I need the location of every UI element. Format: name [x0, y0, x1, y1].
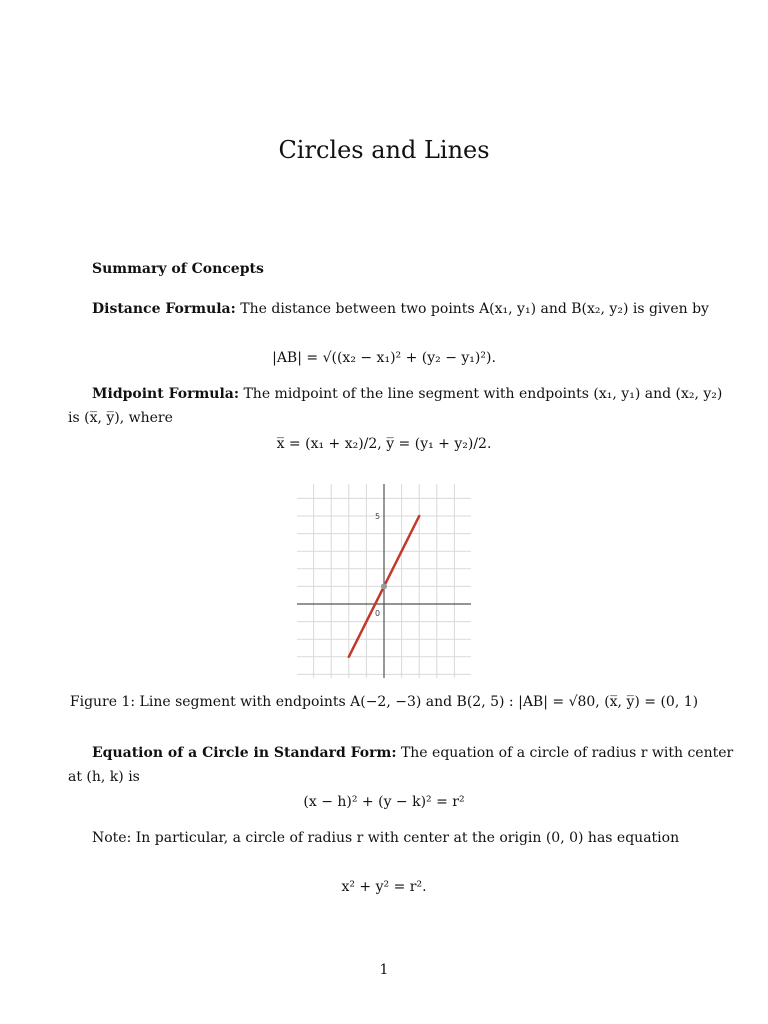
- summary-heading: Summary of Concepts: [92, 261, 264, 277]
- origin-tick-label-0: 0: [375, 609, 381, 618]
- circle-text-line2: at (h, k) is: [68, 769, 140, 785]
- circle-paragraph-line1: [92, 741, 733, 765]
- midpoint-text-line1: The midpoint of the line segment with endpoints (x₁, y₁) and (x₂, y₂): [243, 386, 723, 402]
- midpoint-label: Midpoint Formula:: [92, 386, 240, 402]
- distance-formula: |AB| = √((x₂ − x₁)² + (y₂ − y₁)²).: [272, 350, 496, 366]
- distance-text: The distance between two points A(x₁, y₁) and B(x₂, y₂) is given by: [240, 301, 709, 317]
- distance-label: Distance Formula:: [92, 301, 236, 317]
- midpoint-paragraph-line1: [92, 382, 722, 406]
- midpoint-marker: [381, 583, 387, 589]
- figure-caption: Figure 1: Line segment with endpoints A(−2, −3) and B(2, 5) : |AB| = √80, (x̅, y̅) = (0, 1): [69, 694, 699, 710]
- circle-label: Equation of a Circle in Standard Form:: [92, 745, 397, 761]
- distance-paragraph: [92, 297, 709, 321]
- page-number: 1: [379, 962, 389, 978]
- midpoint-text-line2: is (x̅, y̅), where: [68, 410, 173, 426]
- circle-formula: (x − h)² + (y − k)² = r²: [303, 794, 465, 810]
- note-formula: x² + y² = r².: [341, 879, 427, 895]
- note-text: Note: In particular, a circle of radius r with center at the origin (0, 0) has equation: [92, 830, 680, 846]
- circle-text-line1: The equation of a circle of radius r with center: [400, 745, 734, 761]
- page-title: Circles and Lines: [278, 136, 490, 164]
- figure-graph: [297, 484, 471, 678]
- midpoint-formula: x̅ = (x₁ + x₂)/2, y̅ = (y₁ + y₂)/2.: [276, 436, 492, 452]
- y-tick-label-5: 5: [375, 512, 381, 521]
